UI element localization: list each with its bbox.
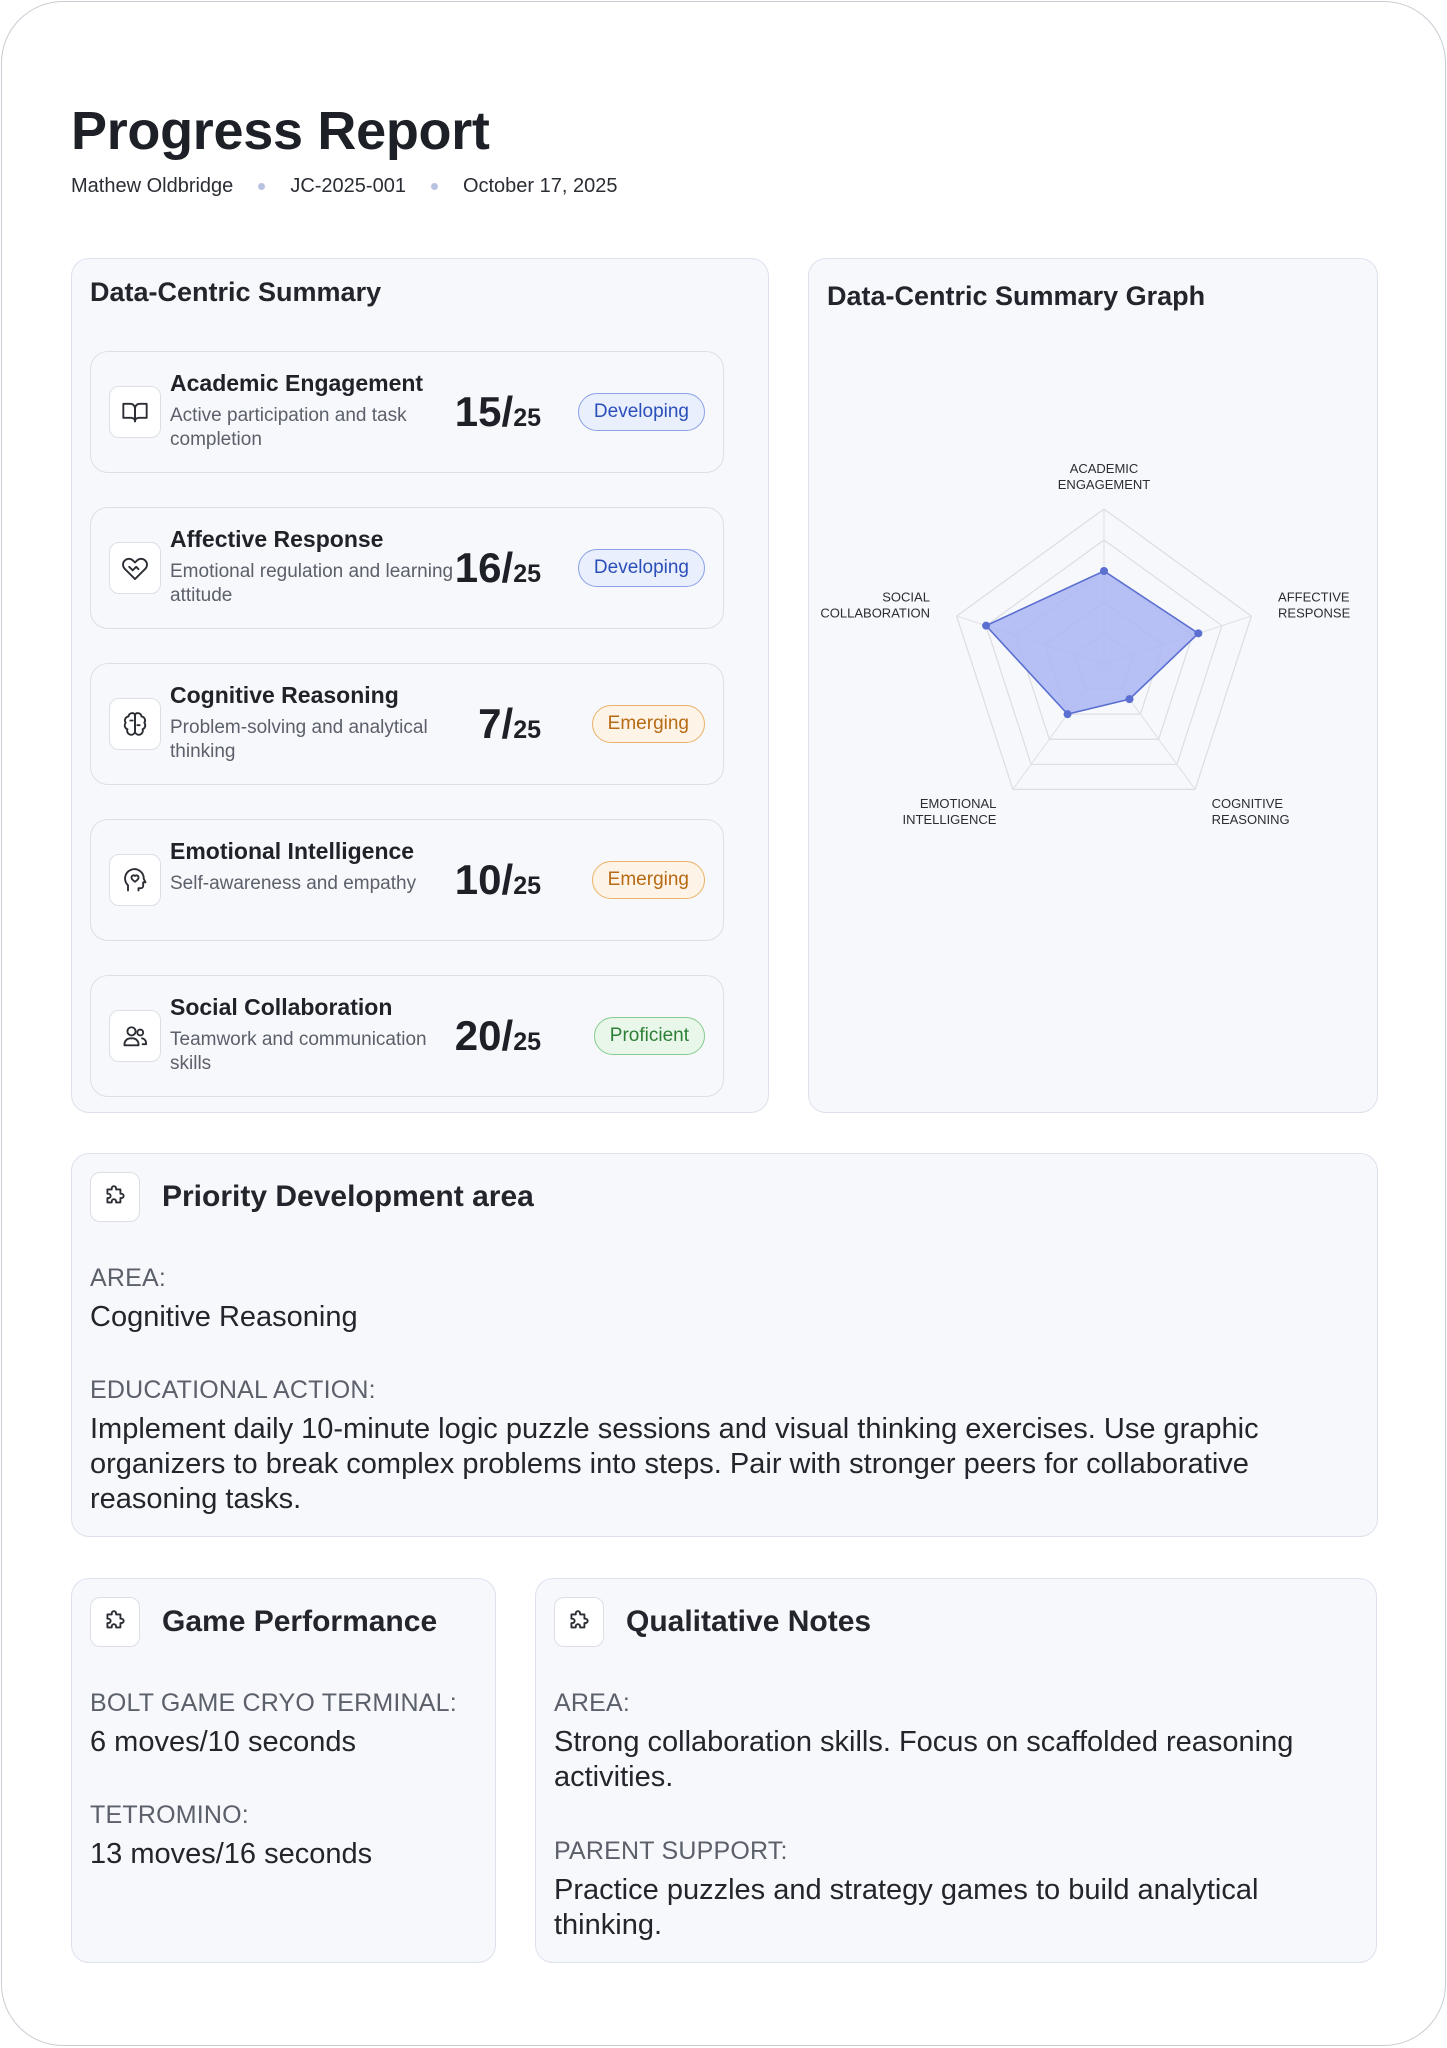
page-title: Progress Report — [71, 101, 490, 161]
parent-support-value: Practice puzzles and strategy games to build analytical thinking. — [554, 1874, 1259, 1941]
graph-title: Data-Centric Summary Graph — [827, 281, 1206, 311]
notes-card — [535, 1578, 1377, 1963]
metric-description: Self-awareness and empathy — [170, 873, 417, 894]
notes-title: Qualitative Notes — [626, 1605, 872, 1638]
radar-axis-label: SOCIAL COLLABORATION — [820, 589, 930, 621]
radar-axis-label: EMOTIONAL INTELLIGENCE — [902, 796, 997, 828]
radar-data-point — [1194, 629, 1202, 637]
metric-score: 20/25 — [454, 1012, 541, 1059]
metric-name: Emotional Intelligence — [170, 838, 415, 864]
metric-row — [90, 507, 724, 629]
parent-support-label: PARENT SUPPORT: — [554, 1837, 788, 1865]
status-badge: Developing — [578, 393, 705, 431]
status-badge: Proficient — [594, 1017, 705, 1055]
graph-card — [808, 258, 1378, 1113]
summary-title: Data-Centric Summary — [90, 277, 382, 307]
metric-description: Active participation and task completion — [170, 405, 407, 450]
metric-name: Academic Engagement — [170, 370, 424, 396]
metric-name: Affective Response — [170, 526, 384, 552]
priority-title: Priority Development area — [162, 1180, 534, 1213]
action-label: EDUCATIONAL ACTION: — [90, 1376, 376, 1404]
metric-row — [90, 819, 724, 941]
action-value: Implement daily 10-minute logic puzzle sessions and visual thinking exercises. Use graphic organizers to break complex problems into steps. Pair with stronger peers for collaborative reasoning tasks. — [90, 1413, 1259, 1515]
summary-card — [71, 258, 769, 1113]
book-icon — [109, 386, 161, 438]
radar-data-point — [1064, 710, 1072, 718]
report-meta — [71, 175, 618, 198]
area-value: Cognitive Reasoning — [90, 1301, 358, 1333]
radar-axis-label: AFFECTIVE RESPONSE — [1278, 589, 1351, 621]
metric-score: 15/25 — [454, 388, 541, 435]
metric-description: Teamwork and communication skills — [170, 1029, 427, 1074]
radar-axis-label: COGNITIVE REASONING — [1211, 796, 1290, 828]
radar-axis-label: ACADEMIC ENGAGEMENT — [1057, 461, 1151, 492]
metric-description: Problem-solving and analytical thinking — [170, 717, 428, 762]
metric-row — [90, 351, 724, 473]
status-badge: Emerging — [592, 861, 705, 899]
student-name: Mathew Oldbridge — [71, 175, 234, 197]
users-icon — [109, 1010, 161, 1062]
status-badge: Emerging — [592, 705, 705, 743]
priority-card — [71, 1153, 1378, 1537]
head-icon — [109, 854, 161, 906]
metric-score: 10/25 — [454, 856, 541, 903]
brain-icon — [109, 698, 161, 750]
metric-row — [90, 975, 724, 1097]
notes-area-value: Strong collaboration skills. Focus on scaffolded reasoning activities. — [554, 1726, 1294, 1793]
metric-name: Cognitive Reasoning — [170, 682, 399, 708]
metric-score: 7/25 — [478, 700, 541, 747]
game1-value: 6 moves/10 seconds — [90, 1726, 356, 1758]
notes-area-label: AREA: — [554, 1689, 631, 1717]
meta-separator — [431, 183, 438, 190]
report-date: October 17, 2025 — [462, 175, 618, 197]
report-page — [1, 1, 1446, 2046]
radar-data-point — [1100, 567, 1108, 575]
game2-label: TETROMINO: — [90, 1801, 249, 1829]
metric-row — [90, 663, 724, 785]
student-id: JC-2025-001 — [290, 175, 406, 197]
game2-value: 13 moves/16 seconds — [90, 1838, 373, 1870]
radar-chart — [809, 369, 1379, 969]
puzzle-icon — [554, 1597, 604, 1647]
heart-icon — [109, 542, 161, 594]
meta-separator — [258, 183, 265, 190]
status-badge: Developing — [578, 549, 705, 587]
puzzle-icon — [90, 1597, 140, 1647]
radar-data-point — [982, 622, 990, 630]
area-label: AREA: — [90, 1264, 167, 1292]
game-title: Game Performance — [162, 1605, 438, 1638]
game1-label: BOLT GAME CRYO TERMINAL: — [90, 1689, 457, 1717]
metric-score: 16/25 — [454, 544, 541, 591]
game-card — [71, 1578, 496, 1963]
metric-description: Emotional regulation and learning attitude — [170, 561, 454, 606]
radar-series-area — [986, 571, 1198, 714]
puzzle-icon — [90, 1172, 140, 1222]
metric-name: Social Collaboration — [170, 994, 393, 1020]
radar-data-point — [1126, 695, 1134, 703]
